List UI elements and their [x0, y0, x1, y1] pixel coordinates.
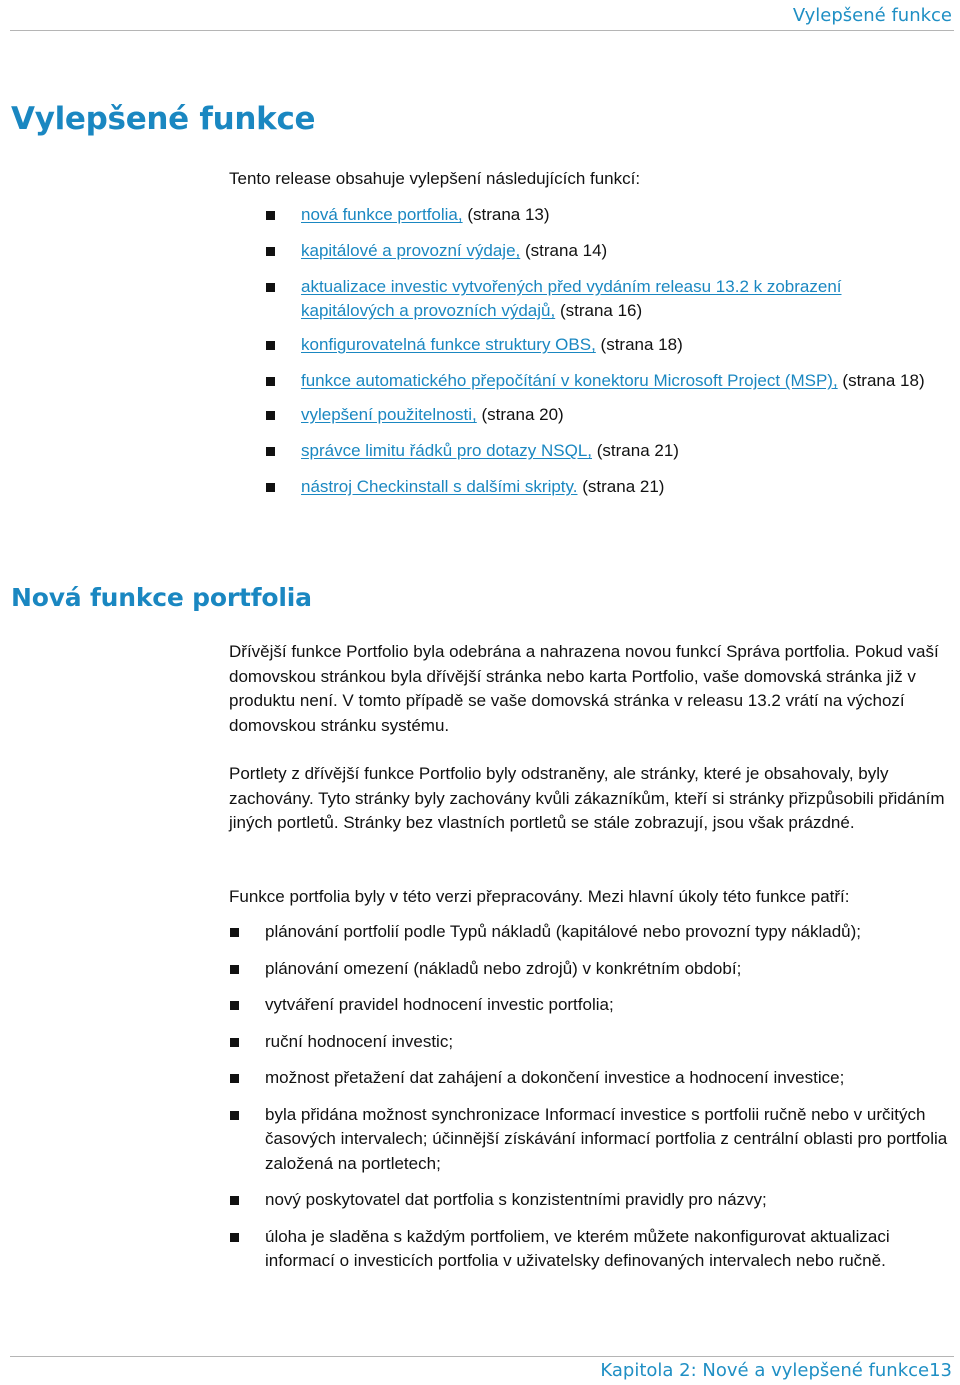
square-bullet-icon: [230, 965, 239, 974]
square-bullet-icon: [266, 247, 275, 256]
intro-text: Tento release obsahuje vylepšení následujících funkcí:: [229, 169, 641, 188]
page-title: Vylepšené funkce: [11, 101, 316, 137]
task-text: možnost přetažení dat zahájení a dokončení investice a hodnocení investice;: [265, 1068, 845, 1087]
section-paragraph: Dřívější funkce Portfolio byla odebrána a nahrazena novou funkcí Správa portfolia. Pokud vaší domovskou stránkou byla dřívější stránka nebo karta Portfolio, vaše domovská stránka již v produktu není. V tomto případě se vaše domovská stránka v releasu 13.2 vrátí na výchozí domovskou stránku systému.: [229, 642, 939, 735]
list-item: [229, 993, 954, 1018]
section-title: Nová funkce portfolia: [11, 583, 312, 612]
list-item: [229, 957, 954, 982]
page-reference: (strana 16): [559, 301, 643, 320]
feature-link-msp-recalc[interactable]: funkce automatického přepočítání v konektoru Microsoft Project (MSP),: [301, 371, 838, 390]
list-item: [229, 1225, 954, 1274]
task-text: plánování portfolií podle Typů nákladů (kapitálové nebo provozní typy nákladů);: [265, 922, 862, 941]
feature-link-investment-update[interactable]: aktualizace investic vytvořených před vydáním releasu 13.2 k zobrazení kapitálových a provozních výdajů,: [301, 277, 842, 320]
task-text: nový poskytovatel dat portfolia s konzistentními pravidly pro názvy;: [265, 1190, 767, 1209]
header-divider: [10, 30, 954, 31]
square-bullet-icon: [266, 211, 275, 220]
square-bullet-icon: [230, 1111, 239, 1120]
page-reference: (strana 18): [600, 335, 683, 354]
feature-link-nsql[interactable]: správce limitu řádků pro dotazy NSQL,: [301, 441, 593, 460]
square-bullet-icon: [230, 1038, 239, 1047]
square-bullet-icon: [266, 377, 275, 386]
square-bullet-icon: [266, 341, 275, 350]
list-item: [229, 439, 929, 463]
chapter-title: Kapitola 2: Nové a vylepšené funkce: [600, 1360, 930, 1381]
task-text: byla přidána možnost synchronizace Informací investice s portfolii ručně nebo v určitých časových intervalech; účinnější získávání informací portfolia z centrální oblasti pro portfolia založená na portletech;: [265, 1104, 948, 1173]
page-reference: (strana 21): [596, 441, 679, 460]
square-bullet-icon: [266, 483, 275, 492]
list-item: [229, 333, 929, 357]
list-item: [229, 1030, 954, 1055]
running-footer: [600, 1360, 952, 1381]
section-paragraph: Funkce portfolia byly v této verzi přepracovány. Mezi hlavní úkoly této funkce patří:: [229, 887, 850, 906]
task-text: úloha je sladěna s každým portfoliem, ve kterém můžete nakonfigurovat aktualizaci informací o investicích portfolia v uživatelsky definovaných intervalech nebo ručně.: [265, 1226, 890, 1270]
list-item: [229, 1066, 954, 1091]
list-item: [229, 1188, 954, 1213]
square-bullet-icon: [230, 928, 239, 937]
list-item: [229, 475, 929, 499]
square-bullet-icon: [230, 1074, 239, 1083]
task-text: ruční hodnocení investic;: [265, 1031, 454, 1051]
list-item: [229, 403, 929, 427]
page-number: 13: [929, 1360, 952, 1381]
list-item: [229, 1103, 954, 1177]
task-text: plánování omezení (nákladů nebo zdrojů) v konkrétním období;: [265, 958, 742, 978]
feature-link-portfolio[interactable]: nová funkce portfolia,: [301, 205, 463, 224]
list-item: [229, 203, 929, 227]
section-paragraph: Portlety z dřívější funkce Portfolio byly odstraněny, ale stránky, které je obsahovaly, byly zachovány. Tyto stránky byly zachovány kvůli zákazníkům, kteří si stránky přizpůsobili přidáním jiných portletů. Stránky bez vlastních portletů se stále zobrazují, jsou však prázdné.: [229, 764, 945, 832]
list-item: [229, 920, 954, 945]
release-feature-list: [229, 203, 929, 511]
square-bullet-icon: [266, 411, 275, 420]
page-reference: (strana 21): [582, 477, 665, 496]
square-bullet-icon: [230, 1233, 239, 1242]
running-header: Vylepšené funkce: [792, 5, 952, 26]
square-bullet-icon: [266, 283, 275, 292]
list-item: [229, 275, 929, 323]
feature-link-capex-opex[interactable]: kapitálové a provozní výdaje,: [301, 241, 521, 260]
feature-link-obs[interactable]: konfigurovatelná funkce struktury OBS,: [301, 335, 596, 354]
list-item: [229, 369, 929, 393]
page-reference: (strana 13): [467, 205, 550, 224]
square-bullet-icon: [230, 1196, 239, 1205]
page-reference: (strana 14): [524, 241, 608, 260]
square-bullet-icon: [230, 1001, 239, 1010]
square-bullet-icon: [266, 447, 275, 456]
feature-link-usability[interactable]: vylepšení použitelnosti,: [301, 405, 477, 424]
page-reference: (strana 20): [481, 405, 564, 424]
footer-divider: [10, 1356, 954, 1357]
task-text: vytváření pravidel hodnocení investic portfolia;: [265, 995, 614, 1014]
list-item: [229, 239, 929, 263]
feature-link-checkinstall[interactable]: nástroj Checkinstall s dalšími skripty.: [301, 477, 578, 496]
portfolio-task-list: [229, 920, 954, 1286]
page-reference: (strana 18): [842, 371, 925, 390]
